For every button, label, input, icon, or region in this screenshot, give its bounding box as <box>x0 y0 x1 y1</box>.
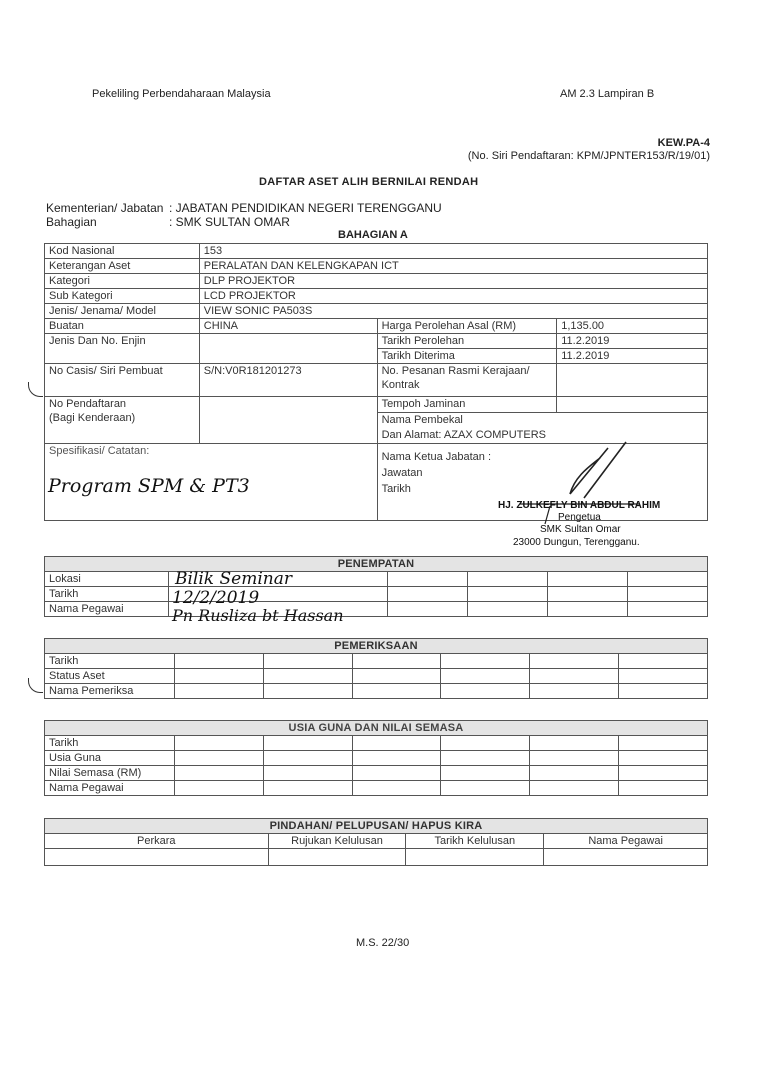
pembekal-label-line2: Dan Alamat: AZAX COMPUTERS <box>377 428 707 444</box>
table-row <box>45 602 708 617</box>
penempatan-table <box>44 556 708 617</box>
table-row <box>45 397 708 413</box>
spesifikasi-handwritten: Program SPM & PT3 <box>48 475 250 497</box>
kementerian-value: : JABATAN PENDIDIKAN NEGERI TERENGGANU <box>169 201 442 215</box>
table-row <box>45 736 708 751</box>
lokasi-label: Lokasi <box>45 572 169 587</box>
pegawai-usia-label: Nama Pegawai <box>45 781 175 796</box>
table-row <box>45 781 708 796</box>
jawatan-label: Jawatan <box>381 467 423 479</box>
table-row <box>45 289 708 304</box>
harga-label: Harga Perolehan Asal (RM) <box>377 319 557 334</box>
stamp-line4: 23000 Dungun, Terengganu. <box>513 537 640 548</box>
header-right: AM 2.3 Lampiran B <box>560 88 655 100</box>
pindahan-table <box>44 818 708 866</box>
stamp-line1: HJ. ZULKEFLY BIN ABDUL RAHIM <box>498 500 661 511</box>
table-row <box>45 766 708 781</box>
table-row <box>45 364 708 397</box>
jenis-label: Jenis/ Jenama/ Model <box>45 304 200 319</box>
form-serial: (No. Siri Pendaftaran: KPM/JPNTER153/R/19/01) <box>467 150 710 162</box>
pegawai-handwritten: Pn Rusliza bt Hassan <box>172 606 344 625</box>
kod-nasional-value: 153 <box>199 244 707 259</box>
pendaftaran-value <box>199 397 377 444</box>
table-row <box>45 244 708 259</box>
table-row <box>45 334 708 349</box>
table-row <box>45 259 708 274</box>
tarikh-penempatan-label: Tarikh <box>45 587 169 602</box>
table-row <box>45 669 708 684</box>
perkara-header: Perkara <box>45 834 269 849</box>
buatan-value: CHINA <box>199 319 377 334</box>
kategori-label: Kategori <box>45 274 200 289</box>
pembekal-label-line1: Nama Pembekal <box>377 413 707 428</box>
ketua-label: Nama Ketua Jabatan : <box>381 451 492 463</box>
harga-value: 1,135.00 <box>557 319 708 334</box>
casis-label: No Casis/ Siri Pembuat <box>45 364 200 397</box>
sub-kategori-value: LCD PROJEKTOR <box>199 289 707 304</box>
table-row <box>45 274 708 289</box>
pegawai-penempatan-label: Nama Pegawai <box>45 602 169 617</box>
tarikh-usia-label: Tarikh <box>45 736 175 751</box>
pendaftaran-label-line2: (Bagi Kenderaan) <box>49 412 136 424</box>
enjin-value <box>199 334 377 364</box>
stamp-line2: Pengetua <box>558 512 601 523</box>
penempatan-title: PENEMPATAN <box>45 557 708 572</box>
jenis-value: VIEW SONIC PA503S <box>199 304 707 319</box>
pemeriksaan-title: PEMERIKSAAN <box>45 639 708 654</box>
signature-icon <box>450 436 650 526</box>
nilai-semasa-label: Nilai Semasa (RM) <box>45 766 175 781</box>
table-row <box>45 849 708 866</box>
table-row <box>45 654 708 669</box>
pemeriksa-label: Nama Pemeriksa <box>45 684 175 699</box>
usia-table <box>44 720 708 796</box>
rujukan-header: Rujukan Kelulusan <box>268 834 406 849</box>
lokasi-handwritten: Bilik Seminar <box>175 569 292 589</box>
tarikh-kelulusan-header: Tarikh Kelulusan <box>406 834 544 849</box>
kategori-value: DLP PROJEKTOR <box>199 274 707 289</box>
sub-kategori-label: Sub Kategori <box>45 289 200 304</box>
kementerian-label: Kementerian/ Jabatan <box>46 201 164 215</box>
table-row <box>45 319 708 334</box>
stamp-line3: SMK Sultan Omar <box>540 524 621 535</box>
table-row <box>45 819 708 834</box>
tarikh-pemeriksaan-label: Tarikh <box>45 654 175 669</box>
tarikh-perolehan-label: Tarikh Perolehan <box>377 334 557 349</box>
binder-hole-mark <box>28 382 43 397</box>
pesanan-value <box>557 364 708 397</box>
keterangan-value: PERALATAN DAN KELENGKAPAN ICT <box>199 259 707 274</box>
bahagian-label: Bahagian <box>46 215 97 229</box>
table-row <box>45 751 708 766</box>
table-row <box>45 834 708 849</box>
table-row <box>45 587 708 602</box>
pindahan-title: PINDAHAN/ PELUPUSAN/ HAPUS KIRA <box>45 819 708 834</box>
enjin-label: Jenis Dan No. Enjin <box>45 334 200 364</box>
tarikh-ketua-label: Tarikh <box>381 483 411 495</box>
pendaftaran-label-line1: No Pendaftaran <box>49 398 127 410</box>
tarikh-diterima-label: Tarikh Diterima <box>377 349 557 364</box>
pemeriksaan-table <box>44 638 708 699</box>
form-code: KEW.PA-4 <box>657 137 710 149</box>
header-left: Pekeliling Perbendaharaan Malaysia <box>92 88 271 100</box>
spesifikasi-label: Spesifikasi/ Catatan: <box>49 445 150 457</box>
usia-title: USIA GUNA DAN NILAI SEMASA <box>45 721 708 736</box>
table-row <box>45 639 708 654</box>
pesanan-label-line1: No. Pesanan Rasmi Kerajaan/ <box>381 365 530 377</box>
page-number: M.S. 22/30 <box>356 937 410 949</box>
tarikh-handwritten: 12/2/2019 <box>172 588 260 608</box>
table-row <box>45 557 708 572</box>
nama-pegawai-header: Nama Pegawai <box>544 834 708 849</box>
table-row <box>45 304 708 319</box>
table-row <box>45 572 708 587</box>
table-row <box>45 721 708 736</box>
pesanan-label <box>377 364 557 397</box>
binder-hole-mark <box>28 678 43 693</box>
table-row <box>45 684 708 699</box>
bahagian-value: : SMK SULTAN OMAR <box>169 215 290 229</box>
status-aset-label: Status Aset <box>45 669 175 684</box>
pendaftaran-label <box>45 397 200 444</box>
tempoh-value <box>557 397 708 413</box>
tempoh-label: Tempoh Jaminan <box>377 397 557 413</box>
form-title: DAFTAR ASET ALIH BERNILAI RENDAH <box>259 176 479 188</box>
usia-guna-label: Usia Guna <box>45 751 175 766</box>
keterangan-label: Keterangan Aset <box>45 259 200 274</box>
buatan-label: Buatan <box>45 319 200 334</box>
kod-nasional-label: Kod Nasional <box>45 244 200 259</box>
tarikh-diterima-value: 11.2.2019 <box>557 349 708 364</box>
bahagian-a-title: BAHAGIAN A <box>338 229 408 241</box>
tarikh-perolehan-value: 11.2.2019 <box>557 334 708 349</box>
pesanan-label-line2: Kontrak <box>381 379 420 391</box>
casis-value: S/N:V0R181201273 <box>199 364 377 397</box>
